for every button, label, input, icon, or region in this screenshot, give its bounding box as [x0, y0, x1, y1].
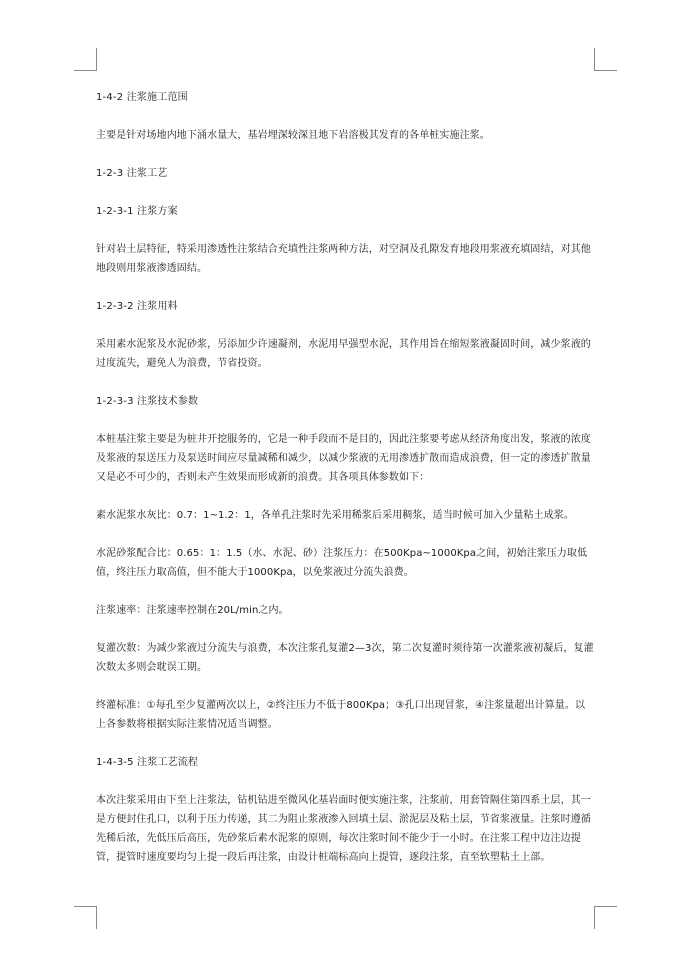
heading-1-4-3-5: 1-4-3-5 注浆工艺流程: [96, 757, 199, 768]
crop-mark-bottom-right: [594, 906, 617, 929]
para-scope: 主要是针对场地内地下涌水量大，基岩埋深较深且地下岩溶极其发育的各单桩实施注浆。: [96, 130, 490, 141]
para-mortar-ratio: 水泥砂浆配合比：0.65：1：1.5（水、水泥、砂）注浆压力：在500Kpa~1000Kpa之间，初始注浆压力取低值，终注压力取高值，但不能大于1000Kpa，以免浆液过分流失浪费。: [96, 548, 588, 578]
para-materials: 采用素水泥浆及水泥砂浆，另添加少许速凝剂，水泥用早强型水泥，其作用旨在缩短浆液凝固时间，减少浆液的过度流失，避免人为浪费，节省投资。: [96, 339, 591, 369]
para-end-criteria: 终灌标准：①每孔至少复灌两次以上，②终注压力不低于800Kpa；③孔口出现冒浆，④注浆量超出计算量。以上各参数将根据实际注浆情况适当调整。: [96, 700, 586, 730]
para-plan: 针对岩土层特征，特采用渗透性注浆结合充填性注浆两种方法，对空洞及孔隙发育地段用浆液充填固结，对其他地段则用浆液渗透固结。: [96, 244, 591, 274]
heading-1-2-3: 1-2-3 注浆工艺: [96, 168, 168, 179]
para-rate: 注浆速率：注浆速率控制在20L/min之内。: [96, 605, 289, 616]
para-cement-ratio: 素水泥浆水灰比：0.7：1~1.2：1，各单孔注浆时先采用稀浆后采用稠浆，适当时候可加入少量粘土成浆。: [96, 510, 575, 521]
crop-mark-bottom-left: [74, 906, 97, 929]
heading-1-2-3-2: 1-2-3-2 注浆用料: [96, 301, 178, 312]
para-params-intro: 本桩基注浆主要是为桩井开挖服务的，它是一种手段而不是目的，因此注浆要考虑从经济角度出发，浆液的浓度及浆液的泵送压力及泵送时间应尽量减稀和减少，以减少浆液的无用渗透扩散而造成浪费，但一定的渗透扩散量又是必不可少的，否则未产生效果而形成新的浪费。其各项具体参数如下：: [96, 434, 591, 483]
crop-mark-top-right: [594, 48, 617, 71]
heading-1-4-2: 1-4-2 注浆施工范围: [96, 92, 188, 103]
heading-1-2-3-1: 1-2-3-1 注浆方案: [96, 206, 178, 217]
crop-mark-top-left: [74, 48, 97, 71]
document-body: [96, 88, 594, 867]
para-repeat: 复灌次数：为减少浆液过分流失与浪费，本次注浆孔复灌2—3次，第二次复灌时须待第一次灌浆液初凝后，复灌次数太多则会耽误工期。: [96, 643, 594, 673]
heading-1-2-3-3: 1-2-3-3 注浆技术参数: [96, 396, 199, 407]
para-process: 本次注浆采用由下至上注浆法，钻机钻进至微风化基岩面时便实施注浆，注浆前，用套管隔住第四系土层，其一是方便封住孔口，以利于压力传递，其二为阻止浆液渗入回填土层、淤泥层及粘土层，节省浆液量。注浆时遵循先稀后浓，先低压后高压，先砂浆后素水泥浆的原则，每次注浆时间不能少于一小时。在注浆工程中边注边提管，提管时速度要均匀上提一段后再注浆，由设计桩端标高向上提管，逐段注浆，直至软塑粘土上部。: [96, 795, 591, 863]
